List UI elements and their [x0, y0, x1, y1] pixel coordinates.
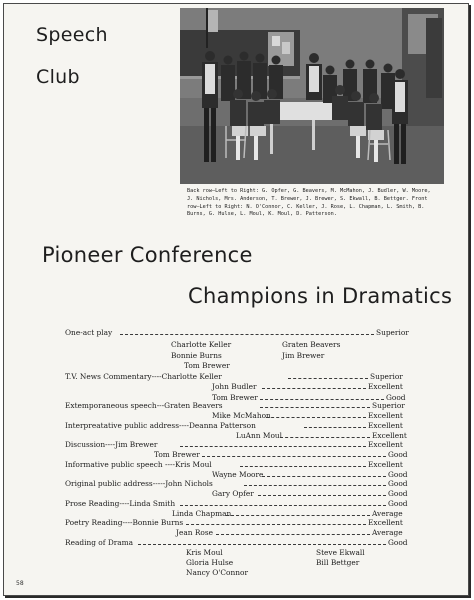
event-extemporaneous-label: Extemporaneous speech---Graten Beavers [65, 401, 223, 410]
interpretative-name: LuAnn Moul [236, 431, 283, 440]
event-one-act-label: One-act play [65, 328, 113, 337]
leader-line [288, 378, 368, 379]
results-list [4, 4, 468, 595]
prose-rating: Average [372, 509, 403, 518]
heading-champions-in-dramatics: Champions in Dramatics [188, 284, 453, 308]
event-informative-label: Informative public speech ----Kris Moul [65, 460, 212, 469]
extemporaneous-name: Mike McMahon [212, 411, 271, 420]
event-interpretative-rating: Excellent [368, 421, 403, 430]
event-one-act-rating: Superior [376, 328, 409, 337]
event-extemporaneous-rating: Superior [372, 401, 405, 410]
event-drama-label: Reading of Drama [65, 538, 134, 547]
tv-news-name: Tom Brewer [212, 393, 258, 402]
drama-name: Bill Bettger [316, 558, 360, 567]
extemporaneous-rating: Excellent [368, 411, 403, 420]
leader-line [180, 446, 366, 447]
event-poetry-label: Poetry Reading----Bonnie Burns [65, 518, 184, 527]
prose-name: Linda Chapman [172, 509, 232, 518]
one-act-name: Graten Beavers [282, 340, 341, 349]
event-tv-news-label: T.V. News Commentary----Charlotte Keller [65, 372, 222, 381]
title-speech: Speech [36, 24, 108, 46]
leader-line [244, 485, 386, 486]
leader-line [304, 427, 366, 428]
leader-line [138, 544, 386, 545]
one-act-name: Tom Brewer [184, 361, 230, 370]
discussion-name: Tom Brewer [154, 450, 200, 459]
leader-line [262, 476, 386, 477]
leader-line [120, 334, 374, 335]
photo-caption: Back row—Left to Right: G. Opfer, G. Beavers, M. McMahon, J. Budler, W. Moore, J. Nichols, Mrs. Anderson, T. Brewer, J. Brewer, S. Ekwall, B. Bettger. Front row—Left to Right: N. O'Connor, C. Keller, J. Rose, L. Chapman, L. Smith, B. Burns, G. Hulse, L. Moul, K. Moul, D. Patterson. [187, 188, 431, 218]
poetry-rating: Average [372, 528, 403, 537]
tv-news-rating: Good [386, 393, 406, 402]
leader-line [258, 495, 386, 496]
leader-line [216, 534, 370, 535]
event-tv-news-rating: Superior [370, 372, 403, 381]
one-act-name: Jim Brewer [282, 351, 325, 360]
event-prose-label: Prose Reading----Linda Smith [65, 499, 176, 508]
event-discussion-label: Discussion----Jim Brewer [65, 440, 158, 449]
event-poetry-rating: Excellent [368, 518, 403, 527]
one-act-name: Charlotte Keller [171, 340, 232, 349]
leader-line [180, 505, 386, 506]
interpretative-rating: Excellent [372, 431, 407, 440]
event-discussion-rating: Excellent [368, 440, 403, 449]
original-name: Gary Opfer [212, 489, 254, 498]
leader-line [240, 466, 366, 467]
title-club: Club [36, 66, 80, 88]
drama-name: Kris Moul [186, 548, 223, 557]
leader-line [262, 388, 366, 389]
one-act-name: Bonnie Burns [171, 351, 222, 360]
leader-line [260, 399, 384, 400]
leader-line [202, 456, 386, 457]
drama-name: Nancy O'Connor [186, 568, 248, 577]
tv-news-name: John Budler [212, 382, 257, 391]
event-interpretative-label: Interpreatative public address----Deanna Patterson [65, 421, 256, 430]
leader-line [186, 524, 366, 525]
event-original-rating: Good [388, 479, 408, 488]
event-prose-rating: Good [388, 499, 408, 508]
heading-pioneer-conference: Pioneer Conference [42, 243, 253, 267]
tv-news-rating: Excellent [368, 382, 403, 391]
leader-line [226, 515, 370, 516]
drama-name: Gloria Hulse [186, 558, 234, 567]
event-original-label: Original public address-----John Nichols [65, 479, 213, 488]
event-informative-rating: Excellent [368, 460, 403, 469]
original-rating: Good [388, 489, 408, 498]
discussion-rating: Good [388, 450, 408, 459]
leader-line [260, 407, 370, 408]
leader-line [266, 417, 366, 418]
page-number: 58 [16, 580, 24, 587]
informative-name: Wayne Moore [212, 470, 264, 479]
event-drama-rating: Good [388, 538, 408, 547]
yearbook-page [3, 3, 469, 596]
informative-rating: Good [388, 470, 408, 479]
drama-name: Steve Ekwall [316, 548, 365, 557]
leader-line [280, 437, 370, 438]
poetry-name: Jean Rose [176, 528, 214, 537]
